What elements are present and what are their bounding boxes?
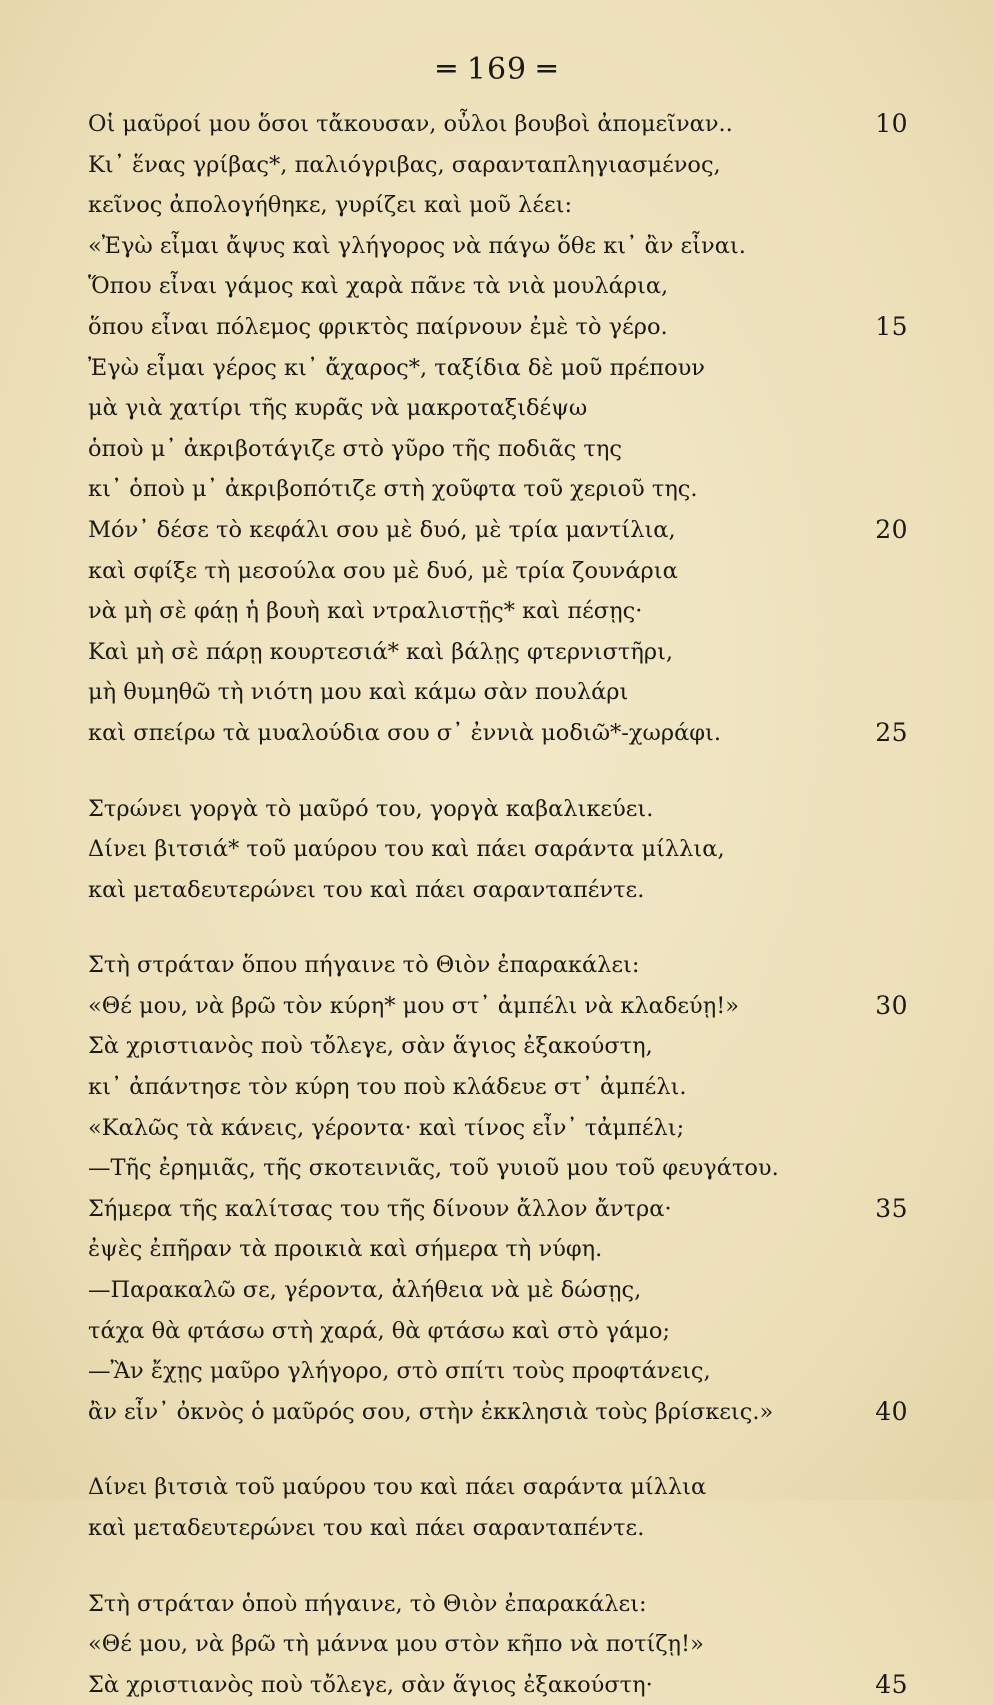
verse-line — [88, 1508, 908, 1549]
verse-line — [88, 591, 908, 632]
verse-text: τάχα θὰ φτάσω στὴ χαρά, θὰ φτάσω καὶ στὸ γάμο; — [88, 1317, 671, 1344]
stanza-break — [88, 1549, 908, 1584]
verse-line — [88, 1148, 908, 1189]
verse-line — [88, 429, 908, 470]
poem-body — [88, 104, 908, 1705]
verse-text: Στρώνει γοργὰ τὸ μαῦρό του, γοργὰ καβαλικεύει. — [88, 795, 654, 822]
verse-line — [88, 307, 908, 348]
verse-line — [88, 789, 908, 830]
verse-line — [88, 469, 908, 510]
verse-line — [88, 388, 908, 429]
verse-line — [88, 551, 908, 592]
verse-text: ὅπου εἶναι πόλεμος φρικτὸς παίρνουν ἐμὲ τὸ γέρο. — [88, 313, 668, 340]
verse-line — [88, 145, 908, 186]
verse-text: νὰ μὴ σὲ φάῃ ἡ βουὴ καὶ ντραλιστῇς* καὶ πέσῃς· — [88, 598, 643, 625]
line-number: 35 — [875, 1193, 908, 1223]
line-number: 30 — [875, 990, 908, 1020]
verse-line — [88, 226, 908, 267]
verse-text: «Θέ μου, νὰ βρῶ τὴ μάννα μου στὸν κῆπο νὰ ποτίζῃ!» — [88, 1631, 704, 1658]
verse-text: μὴ θυμηθῶ τὴ νιότη μου καὶ κάμω σὰν πουλάρι — [88, 679, 629, 706]
verse-line — [88, 1665, 908, 1705]
stanza-break — [88, 910, 908, 945]
verse-line — [88, 185, 908, 226]
stanza — [88, 104, 908, 754]
verse-text: καὶ μεταδευτερώνει του καὶ πάει σαρανταπέντε. — [88, 876, 645, 903]
verse-text: Κι᾽ ἕνας γρίβας*, παλιόγριβας, σαρανταπληγιασμένος, — [88, 151, 721, 178]
verse-text: «Ἐγὼ εἶμαι ἄψυς καὶ γλήγορος νὰ πάγω ὅθε κι᾽ ἂν εἶναι. — [88, 232, 746, 259]
verse-text: Ἐγὼ εἶμαι γέρος κι᾽ ἄχαρος*, ταξίδια δὲ μοῦ πρέπουν — [88, 354, 705, 381]
verse-text: κεῖνος ἀπολογήθηκε, γυρίζει καὶ μοῦ λέει: — [88, 192, 573, 219]
verse-text: —Παρακαλῶ σε, γέροντα, ἀλήθεια νὰ μὲ δώσῃς, — [88, 1277, 642, 1304]
verse-line — [88, 632, 908, 673]
line-number: 40 — [875, 1396, 908, 1426]
verse-text: Σήμερα τῆς καλίτσας του τῆς δίνουν ἄλλον ἄντρα· — [88, 1195, 672, 1222]
verse-text: Σὰ χριστιανὸς ποὺ τὄλεγε, σὰν ἅγιος ἐξακούστη· — [88, 1671, 653, 1698]
verse-line — [88, 986, 908, 1027]
verse-text: Σὰ χριστιανὸς ποὺ τὄλεγε, σὰν ἅγιος ἐξακούστη, — [88, 1033, 653, 1060]
verse-line — [88, 1189, 908, 1230]
verse-text: ἂν εἶν᾽ ὀκνὸς ὁ μαῦρός σου, στὴν ἐκκλησιὰ τοὺς βρίσκεις.» — [88, 1398, 774, 1425]
verse-text: Στὴ στράταν ὁποὺ πήγαινε, τὸ Θιὸν ἐπαρακάλει: — [88, 1590, 647, 1617]
verse-text: —Τῆς ἐρημιᾶς, τῆς σκοτεινιᾶς, τοῦ γυιοῦ μου τοῦ φευγάτου. — [88, 1155, 779, 1182]
stanza — [88, 945, 908, 1432]
verse-text: Δίνει βιτσιὰ τοῦ μαύρου του καὶ πάει σαράντα μίλλια — [88, 1474, 707, 1501]
verse-text: Καὶ μὴ σὲ πάρῃ κουρτεσιά* καὶ βάλῃς φτερνιστῆρι, — [88, 638, 674, 665]
verse-line — [88, 945, 908, 986]
verse-text: καὶ μεταδευτερώνει του καὶ πάει σαρανταπέντε. — [88, 1515, 645, 1541]
verse-line — [88, 1311, 908, 1352]
verse-line — [88, 1624, 908, 1665]
verse-text: κι᾽ ἀπάντησε τὸν κύρη του ποὺ κλάδευε στ᾽ ἀμπέλι. — [88, 1074, 687, 1101]
verse-text: μὰ γιὰ χατίρι τῆς κυρᾶς νὰ μακροταξιδέψω — [88, 395, 588, 422]
verse-text: «Θέ μου, νὰ βρῶ τὸν κύρη* μου στ᾽ ἀμπέλι νὰ κλαδεύῃ!» — [88, 992, 740, 1019]
verse-line — [88, 713, 908, 754]
verse-text: καὶ σφίξε τὴ μεσούλα σου μὲ δυό, μὲ τρία ζουνάρια — [88, 557, 678, 584]
line-number: 25 — [875, 717, 908, 747]
verse-text: Οἱ μαῦροί μου ὅσοι τἄκουσαν, οὖλοι βουβοὶ ἀπομεῖναν.. — [88, 111, 733, 137]
verse-text: Μόν᾽ δέσε τὸ κεφάλι σου μὲ δυό, μὲ τρία μαντίλια, — [88, 516, 676, 543]
verse-line — [88, 104, 908, 145]
verse-line — [88, 829, 908, 870]
verse-text: Δίνει βιτσιά* τοῦ μαύρου του καὶ πάει σαράντα μίλλια, — [88, 836, 725, 863]
verse-text: —Ἂν ἔχῃς μαῦρο γλήγορο, στὸ σπίτι τοὺς προφτάνεις, — [88, 1358, 711, 1385]
verse-line — [88, 1270, 908, 1311]
verse-line — [88, 1026, 908, 1067]
stanza-break — [88, 1432, 908, 1467]
verse-text: ὁποὺ μ᾽ ἀκριβοτάγιζε στὸ γῦρο τῆς ποδιᾶς της — [88, 435, 622, 462]
stanza — [88, 1584, 908, 1705]
verse-text: «Καλῶς τὰ κάνεις, γέροντα· καὶ τίνος εἶν᾽ τἀμπέλι; — [88, 1114, 685, 1141]
line-number: 10 — [875, 109, 908, 138]
verse-text: καὶ σπείρω τὰ μυαλούδια σου σ᾽ ἐννιὰ μοδιῶ*-χωράφι. — [88, 719, 722, 746]
verse-text: κι᾽ ὁποὺ μ᾽ ἀκριβοπότιζε στὴ χοῦφτα τοῦ χεριοῦ της. — [88, 476, 698, 503]
verse-text: Στὴ στράταν ὅπου πήγαινε τὸ Θιὸν ἐπαρακάλει: — [88, 952, 640, 979]
verse-text: Ὅπου εἶναι γάμος καὶ χαρὰ πᾶνε τὰ νιὰ μουλάρια, — [88, 273, 669, 300]
stanza-break — [88, 754, 908, 789]
verse-line — [88, 1229, 908, 1270]
line-number: 15 — [875, 311, 908, 341]
verse-text: ἐψὲς ἐπῆραν τὰ προικιὰ καὶ σήμερα τὴ νύφη. — [88, 1236, 603, 1263]
stanza — [88, 789, 908, 911]
verse-line — [88, 1467, 908, 1508]
verse-line — [88, 1108, 908, 1149]
verse-line — [88, 870, 908, 911]
verse-line — [88, 510, 908, 551]
verse-line — [88, 348, 908, 389]
verse-line — [88, 1392, 908, 1433]
page-number: ═ 169 ═ — [437, 52, 557, 87]
stanza — [88, 1467, 908, 1548]
verse-line — [88, 1351, 908, 1392]
verse-line — [88, 672, 908, 713]
verse-line — [88, 1584, 908, 1625]
verse-line — [88, 266, 908, 307]
line-number: 45 — [875, 1669, 908, 1699]
line-number: 20 — [875, 514, 908, 544]
verse-line — [88, 1067, 908, 1108]
